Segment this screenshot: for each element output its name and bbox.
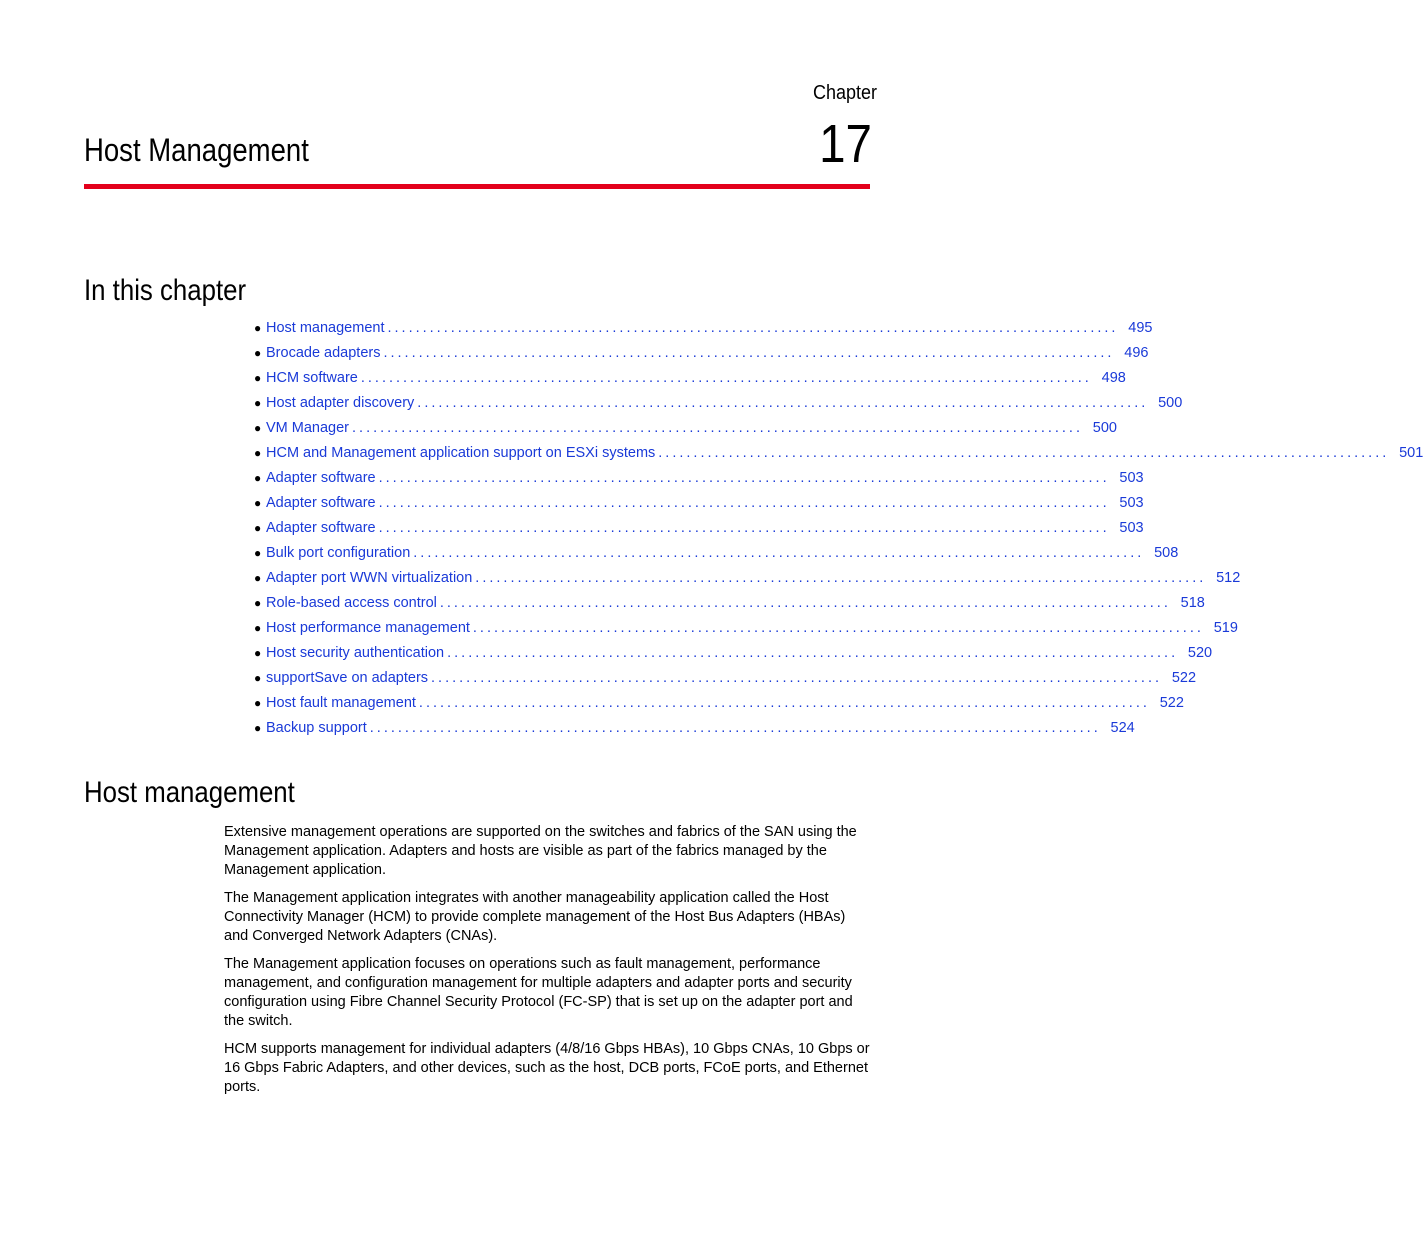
body-paragraph: Extensive management operations are supported on the switches and fabrics of the SAN using the Management application. Adapters and hosts are visible as part of the fabrics managed by the Management application.	[224, 824, 857, 878]
chapter-label: Chapter	[812, 82, 877, 104]
toc-leader: ........................................................................................................	[387, 320, 1119, 336]
toc-item[interactable]	[254, 345, 1149, 370]
toc-page-number[interactable]: 495	[1128, 320, 1153, 336]
toc-leader: ........................................................................................................	[472, 620, 1204, 636]
toc-item[interactable]	[254, 720, 1135, 745]
toc-leader: ........................................................................................................	[431, 670, 1163, 686]
toc-link[interactable]: HCM software	[266, 370, 358, 386]
toc-page-number[interactable]: 500	[1092, 420, 1117, 436]
toc-heading: In this chapter	[84, 274, 247, 307]
toc-page-number[interactable]: 496	[1124, 345, 1149, 361]
bullet-icon: ●	[254, 696, 262, 710]
toc-page-number[interactable]: 522	[1159, 695, 1184, 711]
toc-item[interactable]	[254, 420, 1117, 445]
toc-link[interactable]: Bulk port configuration	[266, 545, 411, 561]
bullet-icon: ●	[254, 546, 262, 560]
bullet-icon: ●	[254, 446, 262, 460]
toc-link[interactable]: Brocade adapters	[266, 345, 381, 361]
toc-page-number[interactable]: 522	[1171, 670, 1197, 686]
toc-item[interactable]	[254, 320, 1153, 345]
toc-leader: ........................................................................................................	[439, 595, 1171, 611]
toc-page-number[interactable]: 500	[1158, 395, 1183, 411]
toc-link[interactable]: VM Manager	[266, 420, 350, 436]
toc-item[interactable]	[254, 495, 1144, 520]
toc-leader: ........................................................................................................	[352, 420, 1083, 436]
toc-leader: ........................................................................................................	[475, 570, 1207, 586]
toc-leader: ........................................................................................................	[378, 520, 1110, 536]
toc-link[interactable]: supportSave on adapters	[266, 670, 429, 686]
toc-link[interactable]: Role-based access control	[266, 595, 437, 611]
toc-link[interactable]: Host security authentication	[266, 645, 445, 661]
chapter-number: 17	[819, 114, 872, 174]
toc-page-number[interactable]: 501	[1399, 445, 1423, 461]
chapter-toc	[254, 320, 1423, 745]
bullet-icon: ●	[254, 346, 262, 360]
bullet-icon: ●	[254, 621, 262, 635]
host-management-heading: Host management	[84, 776, 295, 809]
chapter-title: Host Management	[84, 132, 309, 168]
bullet-icon: ●	[254, 321, 262, 335]
toc-leader: ........................................................................................................	[378, 470, 1110, 486]
bullet-icon: ●	[254, 371, 262, 385]
toc-page-number[interactable]: 503	[1119, 470, 1144, 486]
toc-page-number[interactable]: 518	[1180, 595, 1205, 611]
bullet-icon: ●	[254, 471, 262, 485]
toc-leader: ........................................................................................................	[417, 395, 1149, 411]
toc-item[interactable]	[254, 520, 1144, 545]
bullet-icon: ●	[254, 721, 262, 735]
bullet-icon: ●	[254, 396, 262, 410]
toc-leader: ........................................................................................................	[369, 720, 1101, 736]
toc-page-number[interactable]: 508	[1154, 545, 1179, 561]
toc-item[interactable]	[254, 695, 1184, 720]
toc-link[interactable]: Host management	[266, 320, 385, 336]
bullet-icon: ●	[254, 596, 262, 610]
toc-item[interactable]	[254, 545, 1179, 570]
toc-item[interactable]	[254, 595, 1205, 620]
toc-item[interactable]	[254, 470, 1144, 495]
chapter-title-rule	[84, 184, 870, 189]
toc-item[interactable]	[254, 620, 1238, 645]
toc-link[interactable]: Adapter software	[266, 520, 376, 536]
toc-page-number[interactable]: 512	[1216, 570, 1241, 586]
toc-item[interactable]	[254, 570, 1241, 595]
bullet-icon: ●	[254, 421, 262, 435]
bullet-icon: ●	[254, 521, 262, 535]
body-paragraph: The Management application focuses on operations such as fault management, performance management, and configuration management for multiple adapters and adapter ports and security configuration using Fibre Channel Security Protocol (FC-SP) that is set up on the adapter port and the switch.	[224, 956, 853, 1029]
toc-link[interactable]: Adapter port WWN virtualization	[266, 570, 473, 586]
toc-item[interactable]	[254, 645, 1213, 670]
toc-page-number[interactable]: 503	[1119, 520, 1144, 536]
toc-leader: ........................................................................................................	[383, 345, 1115, 361]
bullet-icon: ●	[254, 646, 262, 660]
bullet-icon: ●	[254, 571, 262, 585]
toc-leader: ........................................................................................................	[378, 495, 1110, 511]
toc-link[interactable]: Adapter software	[266, 495, 376, 511]
toc-leader: ........................................................................................................	[447, 645, 1179, 661]
toc-link[interactable]: Host fault management	[266, 695, 416, 711]
bullet-icon: ●	[254, 671, 262, 685]
toc-item[interactable]	[254, 395, 1183, 420]
toc-page-number[interactable]: 498	[1101, 370, 1126, 386]
toc-link[interactable]: Adapter software	[266, 470, 376, 486]
toc-leader: ........................................................................................................	[413, 545, 1145, 561]
toc-link[interactable]: Backup support	[266, 720, 367, 736]
bullet-icon: ●	[254, 496, 262, 510]
toc-page-number[interactable]: 520	[1187, 645, 1213, 661]
toc-link[interactable]: Host adapter discovery	[266, 395, 415, 411]
toc-link[interactable]: Host performance management	[266, 620, 470, 636]
toc-page-number[interactable]: 519	[1213, 620, 1238, 636]
body-paragraph: HCM supports management for individual adapters (4/8/16 Gbps HBAs), 10 Gbps CNAs, 10 Gbps or 16 Gbps Fabric Adapters, and other devices, such as the host, DCB ports, FCoE ports, and Ethernet ports.	[224, 1041, 870, 1095]
toc-leader: ........................................................................................................	[418, 695, 1150, 711]
toc-item[interactable]	[254, 445, 1423, 470]
toc-page-number[interactable]: 503	[1119, 495, 1144, 511]
toc-item[interactable]	[254, 370, 1126, 395]
toc-leader: ........................................................................................................	[360, 370, 1092, 386]
toc-link[interactable]: HCM and Management application support on ESXi systems	[266, 445, 656, 461]
host-management-body	[224, 823, 870, 1106]
toc-page-number[interactable]: 524	[1110, 720, 1135, 736]
toc-leader: ........................................................................................................	[658, 445, 1390, 461]
toc-item[interactable]	[254, 670, 1197, 695]
body-paragraph: The Management application integrates with another manageability application called the Host Connectivity Manager (HCM) to provide complete management of the Host Bus Adapters (HBAs) and Converged Network Adapters (CNAs).	[224, 890, 846, 944]
